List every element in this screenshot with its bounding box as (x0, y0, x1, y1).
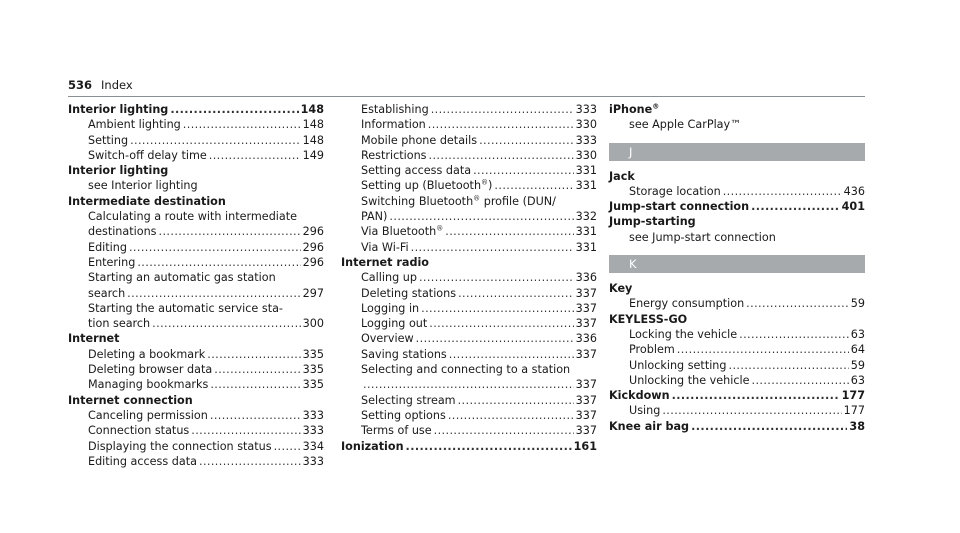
index-subentry[interactable] (609, 342, 865, 357)
entry-term: Locking the vehicle (629, 327, 738, 341)
entry-term-text: profile (DUN/ (480, 194, 556, 208)
page-ref: 331 (575, 164, 597, 178)
page-ref: 296 (302, 240, 324, 254)
index-subentry[interactable] (68, 316, 324, 331)
index-subentry[interactable] (68, 148, 324, 163)
header-rule (68, 96, 865, 97)
leader-dots (419, 270, 574, 285)
index-entry: Intermediate destination (68, 194, 226, 208)
entry-term: tion search (88, 317, 151, 331)
index-entry: Internet (68, 332, 120, 346)
leader-dots (448, 408, 574, 423)
index-subentry[interactable] (341, 423, 597, 438)
entry-term: Connection status (88, 424, 190, 438)
entry-term: Canceling permission (88, 408, 208, 422)
index-column-2 (341, 102, 597, 454)
index-entry[interactable] (609, 199, 865, 214)
page-ref: 149 (302, 148, 324, 162)
leader-dots (183, 117, 301, 132)
page-ref: 161 (573, 439, 597, 453)
page-ref: 296 (302, 225, 324, 239)
entry-term: Interior lighting (68, 103, 169, 116)
leader-dots (411, 240, 574, 255)
index-subentry[interactable] (68, 377, 324, 392)
index-entry: KEYLESS-GO (609, 312, 688, 326)
entry-term (361, 178, 492, 193)
entry-term: Kickdown (609, 389, 670, 403)
index-subentry[interactable] (341, 163, 597, 178)
entry-term: Setting access data (361, 164, 472, 178)
page-ref: 337 (575, 317, 597, 331)
index-subentry[interactable] (341, 316, 597, 331)
entry-term: search (88, 286, 126, 300)
leader-dots (130, 133, 301, 148)
leader-dots (152, 316, 300, 331)
page-ref: 330 (575, 148, 597, 162)
entry-term: Information (361, 118, 426, 132)
page-ref: 401 (841, 200, 865, 214)
index-subentry[interactable] (68, 286, 324, 301)
leader-dots (191, 423, 300, 438)
entry-term: Terms of use (361, 424, 432, 438)
leader-dots (473, 163, 574, 178)
leader-dots (691, 419, 847, 434)
index-subentry: Starting an automatic gas station (88, 271, 276, 285)
page-ref: 337 (575, 286, 597, 300)
leader-dots (214, 362, 300, 377)
page-ref: 335 (302, 378, 324, 392)
entry-term: Problem (629, 343, 675, 357)
entry-term: Calling up (361, 271, 417, 285)
entry-term: Selecting stream (361, 393, 456, 407)
leader-dots (449, 347, 574, 362)
page-ref: 334 (302, 439, 324, 453)
registered-mark: ® (436, 224, 444, 233)
leader-dots (210, 408, 301, 423)
leader-dots (127, 286, 300, 301)
section-letter-k: K (609, 255, 865, 273)
leader-dots (723, 184, 842, 199)
registered-mark: ® (481, 178, 489, 187)
entry-term: destinations (88, 225, 157, 239)
index-subentry[interactable] (341, 209, 597, 224)
leader-dots (429, 316, 573, 331)
index-entry: Internet radio (341, 255, 429, 269)
entry-term: Restrictions (361, 148, 427, 162)
entry-term: Saving stations (361, 347, 447, 361)
page-ref: 63 (850, 327, 865, 341)
entry-term: PAN) (361, 210, 388, 224)
index-subentry[interactable] (68, 240, 324, 255)
index-entry: Jack (609, 169, 635, 183)
page-ref: 335 (302, 347, 324, 361)
page-ref: 300 (302, 317, 324, 331)
leader-dots (129, 240, 301, 255)
leader-dots (170, 102, 298, 117)
entry-term: Entering (88, 255, 136, 269)
leader-dots (159, 224, 301, 239)
index-subentry[interactable] (609, 358, 865, 373)
page-ref: 330 (575, 118, 597, 132)
index-entry: Key (609, 282, 633, 296)
index-subentry[interactable] (609, 373, 865, 388)
entry-term: Deleting a bookmark (88, 347, 206, 361)
page-ref: 333 (302, 424, 324, 438)
entry-term: Using (629, 404, 661, 418)
index-subentry[interactable] (609, 296, 865, 311)
page-ref: 331 (575, 240, 597, 254)
index-subentry[interactable] (68, 454, 324, 469)
index-subentry[interactable] (68, 408, 324, 423)
index-subentry[interactable] (341, 178, 597, 193)
entry-term: Ionization (341, 439, 404, 453)
index-subentry[interactable] (68, 133, 324, 148)
leader-dots (389, 209, 573, 224)
index-subentry[interactable] (68, 117, 324, 132)
entry-term: Editing (88, 240, 127, 254)
leader-dots (210, 377, 300, 392)
leader-dots (209, 148, 301, 163)
index-subentry[interactable] (341, 301, 597, 316)
entry-term: Displaying the connection status (88, 439, 272, 453)
leader-dots (739, 327, 849, 342)
entry-term: Storage location (629, 184, 721, 198)
entry-term-text: Setting up (Bluetooth (361, 179, 482, 193)
leader-dots (363, 377, 574, 392)
entry-term: Deleting stations (361, 286, 457, 300)
page-ref: 148 (302, 118, 324, 132)
index-subentry: Selecting and connecting to a station (361, 363, 571, 377)
index-entry[interactable] (609, 388, 865, 403)
page-ref: 63 (850, 373, 865, 387)
index-subentry[interactable] (609, 327, 865, 342)
page-ref: 297 (302, 286, 324, 300)
leader-dots (199, 454, 301, 469)
see-reference[interactable]: see Apple CarPlay™ (629, 118, 742, 132)
leader-dots (729, 358, 849, 373)
index-subentry[interactable] (341, 331, 597, 346)
page-ref: 336 (575, 332, 597, 346)
entry-term: Logging in (361, 301, 420, 315)
page-ref: 148 (302, 133, 324, 147)
index-subentry[interactable] (341, 393, 597, 408)
index-subentry (341, 194, 597, 209)
leader-dots (479, 133, 574, 148)
entry-term (361, 224, 443, 239)
leader-dots (458, 286, 574, 301)
leader-dots (677, 342, 849, 357)
leader-dots (428, 117, 574, 132)
entry-term-text: ) (488, 179, 493, 193)
index-subentry[interactable] (68, 439, 324, 454)
leader-dots (494, 178, 573, 193)
index-column-3 (609, 102, 865, 434)
leader-dots (458, 393, 574, 408)
entry-term: Via Wi-Fi (361, 240, 409, 254)
page-ref: 64 (850, 343, 865, 357)
index-subentry[interactable] (68, 347, 324, 362)
page-ref: 177 (841, 389, 865, 403)
index-subentry[interactable] (609, 403, 865, 418)
leader-dots (416, 331, 574, 346)
entry-term: Energy consumption (629, 297, 745, 311)
entry-term: Managing bookmarks (88, 378, 209, 392)
section-letter-j: J (609, 143, 865, 161)
index-entry[interactable] (341, 439, 597, 454)
leader-dots (207, 347, 300, 362)
page-ref: 296 (302, 255, 324, 269)
index-subentry[interactable] (341, 117, 597, 132)
index-subentry[interactable] (341, 347, 597, 362)
index-subentry[interactable] (341, 270, 597, 285)
page-ref: 436 (843, 184, 865, 198)
page-ref: 337 (575, 393, 597, 407)
entry-term: iPhone (609, 103, 653, 116)
page-ref: 336 (575, 271, 597, 285)
entry-term: Setting (88, 133, 129, 147)
leader-dots (406, 439, 572, 454)
page-ref: 331 (575, 225, 597, 239)
entry-term: Switch-off delay time (88, 148, 207, 162)
entry-term: Logging out (361, 317, 428, 331)
see-reference[interactable]: see Jump-start connection (629, 230, 776, 244)
leader-dots (445, 224, 573, 239)
index-subentry: Starting the automatic service sta- (88, 301, 283, 315)
page-ref: 177 (843, 404, 865, 418)
page-ref: 333 (302, 408, 324, 422)
index-entry (609, 102, 865, 117)
entry-term: Setting options (361, 408, 446, 422)
index-subentry[interactable] (68, 423, 324, 438)
entry-term: Mobile phone details (361, 133, 478, 147)
entry-term-text: Switching Bluetooth (361, 194, 474, 208)
index-subentry[interactable] (341, 377, 597, 392)
page-ref: 337 (575, 347, 597, 361)
page-ref: 337 (575, 378, 597, 392)
page-ref: 59 (850, 297, 865, 311)
leader-dots (137, 255, 300, 270)
leader-dots (751, 199, 840, 214)
leader-dots (662, 403, 841, 418)
page-ref: 335 (302, 363, 324, 377)
leader-dots (672, 388, 840, 403)
leader-dots (274, 439, 301, 454)
index-subentry[interactable] (341, 133, 597, 148)
entry-term: Establishing (361, 103, 429, 116)
page-ref: 333 (302, 454, 324, 468)
leader-dots (746, 296, 849, 311)
entry-term: Jump-start connection (609, 200, 750, 214)
index-subentry[interactable] (68, 255, 324, 270)
entry-term: Editing access data (88, 454, 197, 468)
leader-dots (751, 373, 848, 388)
entry-term: Overview (361, 332, 414, 346)
index-entry: Jump-starting (609, 215, 696, 229)
entry-term-text: Via Bluetooth (361, 225, 437, 239)
leader-dots (434, 423, 574, 438)
index-entry[interactable] (68, 102, 324, 117)
index-column-1 (68, 102, 324, 469)
page-header (68, 78, 133, 92)
leader-dots (429, 148, 574, 163)
index-subentry[interactable] (341, 240, 597, 255)
page-ref: 148 (300, 103, 324, 116)
page-ref: 331 (575, 179, 597, 193)
index-entry: Internet connection (68, 393, 193, 407)
entry-term: Unlocking setting (629, 358, 727, 372)
index-subentry[interactable] (341, 148, 597, 163)
entry-term: Unlocking the vehicle (629, 373, 750, 387)
entry-term: Deleting browser data (88, 363, 213, 377)
index-entry: Interior lighting (68, 164, 169, 178)
index-subentry[interactable] (341, 286, 597, 301)
page-ref: 337 (575, 408, 597, 422)
index-subentry[interactable] (609, 184, 865, 199)
index-subentry: Calculating a route with intermediate (88, 210, 298, 224)
page-number: 536 (68, 78, 93, 92)
page-ref: 333 (575, 133, 597, 147)
entry-term: Knee air bag (609, 419, 690, 433)
page-ref: 337 (575, 424, 597, 438)
index-entry[interactable] (609, 419, 865, 434)
entry-term: Ambient lighting (88, 118, 181, 132)
registered-mark: ® (652, 102, 660, 111)
index-subentry[interactable] (68, 224, 324, 239)
page-ref: 333 (575, 103, 597, 116)
leader-dots (431, 102, 574, 117)
page-ref: 332 (575, 210, 597, 224)
see-reference[interactable]: see Interior lighting (88, 179, 198, 193)
page-ref: 59 (850, 358, 865, 372)
page-ref: 337 (575, 301, 597, 315)
index-subentry[interactable] (341, 224, 597, 239)
page-ref: 38 (849, 419, 865, 433)
index-subentry[interactable] (68, 362, 324, 377)
registered-mark: ® (473, 194, 481, 203)
page-title: Index (101, 78, 133, 92)
leader-dots (421, 301, 574, 316)
index-subentry[interactable] (341, 408, 597, 423)
index-subentry[interactable] (341, 102, 597, 117)
